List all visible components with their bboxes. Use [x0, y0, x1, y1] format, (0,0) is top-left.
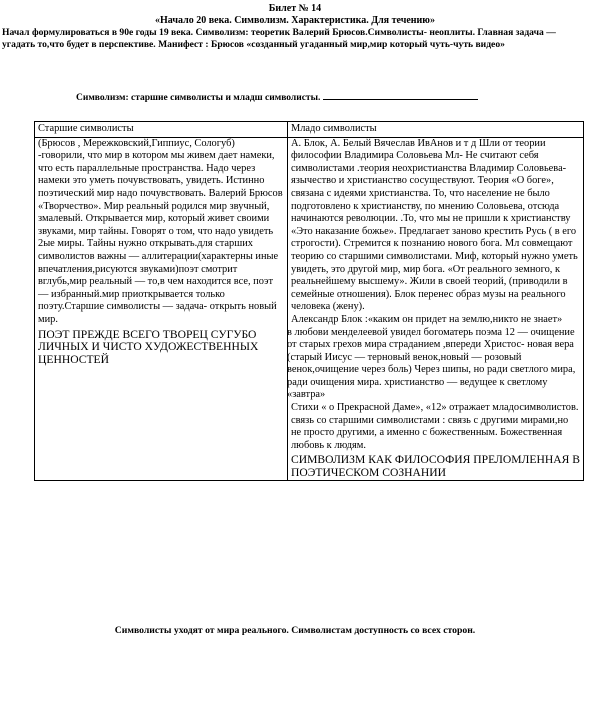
intro-paragraph: Начал формулироваться в 90е годы 19 века. Символизм: теоретик Валерий Брюсов.Символисты- неоплиты. Главная задача — угадать то,что будет в перспективе. Манифест : Брюсов «созданный угаданный мир,мир который чуть-чуть видео» — [2, 27, 556, 50]
caption-underline — [323, 91, 478, 100]
footer-note: Символисты уходят от мира реального. Символистам доступность со всех сторон. — [114, 625, 476, 636]
junior-symbolists-paragraph-3: в любови менделеевой увидел богоматерь поэма 12 — очищение от старых грехов мира страданием ,впереди Христос- новая вера (старый Иисус — терновый венок,новый — розовый венок,очищение через боль) Через шипы, но ради светлого мира, ради очищения мира. христианство — ведущее к светлому «завтра» — [287, 326, 576, 401]
senior-symbolists-caps: ПОЭТ ПРЕЖДЕ ВСЕГО ТВОРЕЦ СУГУБО ЛИЧНЫХ И ЧИСТО ХУДОЖЕСТВЕННЫХ ЦЕННОСТЕЙ — [38, 327, 259, 366]
comparison-table — [34, 121, 584, 481]
right-column-header: Младо символисты — [288, 122, 584, 138]
ticket-subtitle: «Начало 20 века. Символизм. Характеристика. Для течению» — [155, 15, 435, 26]
left-column-header: Старшие символисты — [35, 122, 288, 138]
junior-symbolists-paragraph-1: А. Блок, А. Белый Вячеслав ИвАнов и т д Шли от теории философии Владимира Соловьева Мл- Не считают себя символистами .теория неохристианства Владимир Соловьева- язычество и христианство сосуществуют. Теория «О боге», связана с идеями христианства. То, что население не было подготовлено к христианству, по мнению Соловьева, отсюда начинаются революции. .То, что мы не пришли к христианству «Это наказание божье». Предлагает заново крестить Русь ( в его строгости). Стремится к познанию нового бога. Мл совмещают теорию со старшими символистами. Миф, который нужно уметь увидеть, это другой мир, мир бога. «От реального земного, к реальнейшему высшему». Жили в своей теорий, (приводили в семейные отношения). Блок перенес образ музы на реального человека (жену). — [291, 137, 578, 313]
table-body-row — [35, 137, 584, 480]
junior-symbolists-paragraph-2: Александр Блок :«каким он придет на землю,никто не знает» — [291, 313, 563, 325]
ticket-title: Билет № 14 — [268, 3, 322, 14]
junior-symbolists-paragraph-4: Стихи « о Прекрасной Даме», «12» отражает младосимволистов. — [291, 402, 579, 414]
junior-symbolists-caps: СИМВОЛИЗМ КАК ФИЛОСОФИЯ ПРЕЛОМЛЕННАЯ В ПОЭТИЧЕСКОМ СОЗНАНИИ — [291, 453, 580, 480]
senior-symbolists-text: (Брюсов , Мережковский,Гиппиус, Сологуб) -говорили, что мир в котором мы живем дает намеки, что есть параллельные пространства. Надо через намеки это уметь почувствовать, увидеть. Истинно поэтический мир надо почувствовать. Валерий Брюсов «Творчество». Мир реальный родился мир звучный, змалевый. Открывается мир, который живет своими звуками, мир тайны. Говорят о том, что надо увидеть 2ые миры. Тайны нужно открывать.для старших символистов важны — аллитерации(характерны иные впечатления,рисуются звуками)поэт смотрит вглубь,мир реальный — то,в чем находится все, поэт — избранный.мир приоткрывается только поэту.Старшие символисты — задача- открыть новый мир. — [38, 137, 283, 325]
table-header-row — [35, 122, 584, 138]
junior-symbolists-paragraph-5: связь со старшими символистами : связь с другими мирами,но не просто другими, а именно с божественным. Божественная любовь к людям. — [291, 414, 569, 451]
table-caption-text: Символизм: старшие символисты и младш символисты. — [76, 93, 321, 103]
right-column-cell — [288, 137, 584, 480]
table-caption — [76, 91, 590, 104]
left-column-cell — [35, 137, 288, 480]
